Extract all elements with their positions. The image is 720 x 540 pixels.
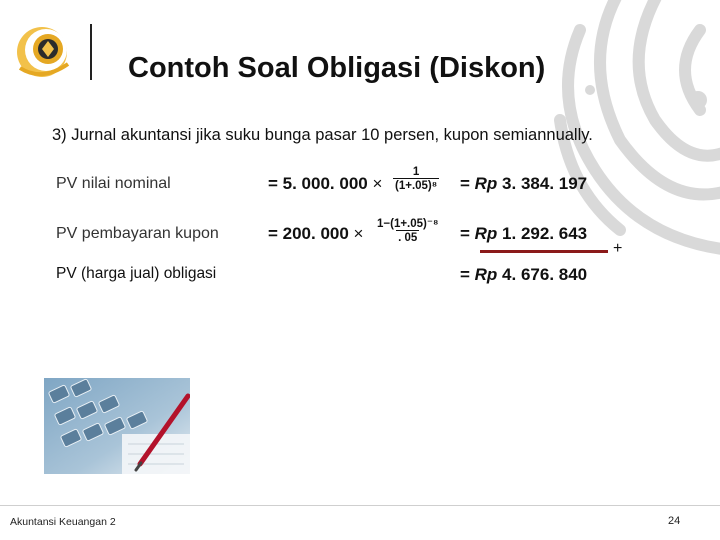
pv-nominal-amount: = 5. 000. 000	[268, 174, 368, 193]
plus-sign: +	[613, 240, 623, 257]
currency-rp: Rp	[474, 224, 498, 243]
pv-coupon-amount: = 200. 000	[268, 224, 349, 243]
fraction-denominator: (1+.05)⁸	[395, 180, 438, 192]
pv-coupon-label: PV pembayaran kupon	[56, 225, 219, 242]
equals-sign: =	[460, 224, 475, 243]
calculator-pen-image	[44, 378, 190, 474]
multiply-sign: ×	[367, 174, 383, 193]
fraction-numerator: 1	[412, 166, 420, 178]
pv-coupon-result	[460, 224, 587, 244]
footer-divider	[0, 505, 720, 506]
sum-line	[480, 250, 608, 253]
equals-sign: =	[460, 174, 475, 193]
total-result	[460, 265, 587, 285]
footer-course-name: Akuntansi Keuangan 2	[10, 516, 116, 528]
equals-sign: =	[460, 265, 475, 284]
pv-coupon-fraction	[375, 216, 440, 244]
pv-nominal-label: PV nilai nominal	[56, 175, 171, 192]
currency-rp: Rp	[474, 265, 498, 284]
slide-title: Contoh Soal Obligasi (Diskon)	[128, 52, 546, 84]
university-emblem-icon	[12, 22, 76, 82]
result-value: 3. 384. 197	[497, 174, 588, 193]
result-value: 1. 292. 643	[497, 224, 588, 243]
pv-nominal-fraction	[393, 166, 439, 192]
fraction-denominator: . 05	[398, 232, 418, 244]
multiply-sign: ×	[348, 224, 364, 243]
page-number: 24	[668, 515, 681, 527]
header-divider	[90, 24, 92, 80]
pv-nominal-result	[460, 174, 587, 194]
currency-rp: Rp	[474, 174, 498, 193]
pv-nominal-lhs	[268, 174, 382, 194]
total-value: 4. 676. 840	[497, 265, 588, 284]
total-label: PV (harga jual) obligasi	[56, 265, 217, 282]
fraction-numerator: 1−(1+.05)⁻⁸	[377, 218, 439, 230]
question-text: 3) Jurnal akuntansi jika suku bunga pasar 10 persen, kupon semiannually.	[52, 126, 593, 144]
makara-watermark-icon	[470, 0, 720, 300]
pv-coupon-lhs	[268, 224, 363, 244]
